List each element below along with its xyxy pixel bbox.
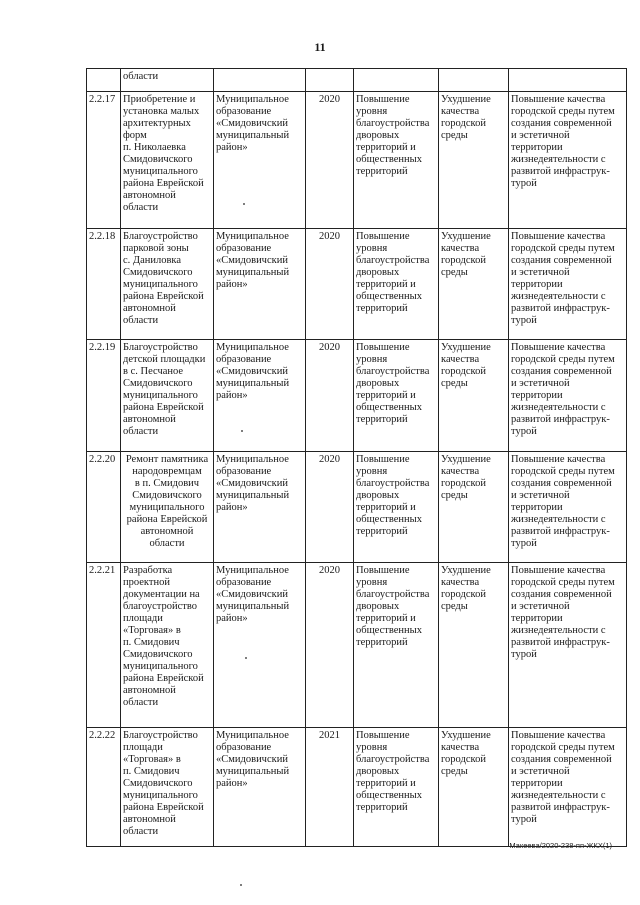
executor: Муниципальное образование «Смидовичский муниципальный район»	[214, 452, 306, 563]
executor: Муниципальное образование «Смидовичский муниципальный район»	[214, 92, 306, 229]
cell-effect	[509, 69, 627, 92]
executor: Муниципальное образование «Смидовичский муниципальный район»	[214, 340, 306, 452]
year: 2020	[306, 229, 354, 340]
document-code: Макеева/2020-238-пп-ЖКХ(1)	[509, 841, 612, 850]
risk: Ухудшение качества городской среды	[439, 563, 509, 728]
year: 2020	[306, 563, 354, 728]
cell-year	[306, 69, 354, 92]
row-number: 2.2.19	[87, 340, 121, 452]
cell-goal	[354, 69, 439, 92]
goal: Повышение уровня благоустройства дворовых территорий и общественных территорий	[354, 728, 439, 847]
risk: Ухудшение качества городской среды	[439, 92, 509, 229]
row-number: 2.2.17	[87, 92, 121, 229]
effect: Повышение качества городской среды путем создания современной и эстетичной территории жизнедеятельности с развитой инфраструк- турой	[509, 229, 627, 340]
measures-table	[86, 68, 627, 847]
effect: Повышение качества городской среды путем создания современной и эстетичной территории жизнедеятельности с развитой инфраструк- турой	[509, 340, 627, 452]
effect: Повышение качества городской среды путем создания современной и эстетичной территории жизнедеятельности с развитой инфраструк- турой	[509, 92, 627, 229]
continuation-text: области	[123, 71, 159, 82]
risk: Ухудшение качества городской среды	[439, 229, 509, 340]
table-row	[87, 452, 627, 563]
effect: Повышение качества городской среды путем создания современной и эстетичной территории жизнедеятельности с развитой инфраструк- турой	[509, 452, 627, 563]
executor: Муниципальное образование «Смидовичский муниципальный район»	[214, 728, 306, 847]
measure-name: Приобретение и установка малых архитектурных форм п. Николаевка Смидовичского муниципального района Еврейской автономной области	[121, 92, 214, 229]
goal: Повышение уровня благоустройства дворовых территорий и общественных территорий	[354, 229, 439, 340]
scan-speck	[241, 430, 243, 432]
executor: Муниципальное образование «Смидовичский муниципальный район»	[214, 563, 306, 728]
goal: Повышение уровня благоустройства дворовых территорий и общественных территорий	[354, 340, 439, 452]
table-row	[87, 229, 627, 340]
year: 2020	[306, 92, 354, 229]
scan-speck	[243, 203, 245, 205]
row-number: 2.2.22	[87, 728, 121, 847]
scan-speck	[240, 884, 242, 886]
page-number: 11	[314, 40, 326, 54]
row-number: 2.2.21	[87, 563, 121, 728]
year: 2020	[306, 452, 354, 563]
risk: Ухудшение качества городской среды	[439, 728, 509, 847]
table-row	[87, 563, 627, 728]
row-number: 2.2.20	[87, 452, 121, 563]
risk: Ухудшение качества городской среды	[439, 452, 509, 563]
cell-risk	[439, 69, 509, 92]
table-row	[87, 728, 627, 847]
effect: Повышение качества городской среды путем создания современной и эстетичной территории жизнедеятельности с развитой инфраструк- турой	[509, 563, 627, 728]
cell-num	[87, 69, 121, 92]
measure-name: Благоустройство парковой зоны с. Даниловка Смидовичского муниципального района Еврейской автономной области	[121, 229, 214, 340]
table-row-continuation	[87, 69, 627, 92]
row-number: 2.2.18	[87, 229, 121, 340]
table-row	[87, 92, 627, 229]
goal: Повышение уровня благоустройства дворовых территорий и общественных территорий	[354, 92, 439, 229]
effect: Повышение качества городской среды путем создания современной и эстетичной территории жизнедеятельности с развитой инфраструк- турой	[509, 728, 627, 847]
measure-name: Благоустройство площади «Торговая» в п. Смидович Смидовичского муниципального района Еврейской автономной области	[121, 728, 214, 847]
goal: Повышение уровня благоустройства дворовых территорий и общественных территорий	[354, 452, 439, 563]
measure-name: Разработка проектной документации на благоустройство площади «Торговая» в п. Смидович Смидовичского муниципального района Еврейской автономной области	[121, 563, 214, 728]
scan-speck	[245, 657, 247, 659]
executor: Муниципальное образование «Смидовичский муниципальный район»	[214, 229, 306, 340]
year: 2020	[306, 340, 354, 452]
table-row	[87, 340, 627, 452]
risk: Ухудшение качества городской среды	[439, 340, 509, 452]
cell-executor	[214, 69, 306, 92]
cell-name	[121, 69, 214, 92]
goal: Повышение уровня благоустройства дворовых территорий и общественных территорий	[354, 563, 439, 728]
year: 2021	[306, 728, 354, 847]
measure-name: Ремонт памятника народовремцам в п. Смидович Смидовичского муниципального района Еврейской автономной области	[121, 452, 214, 563]
measure-name: Благоустройство детской площадки в с. Песчаное Смидовичского муниципального района Еврейской автономной области	[121, 340, 214, 452]
